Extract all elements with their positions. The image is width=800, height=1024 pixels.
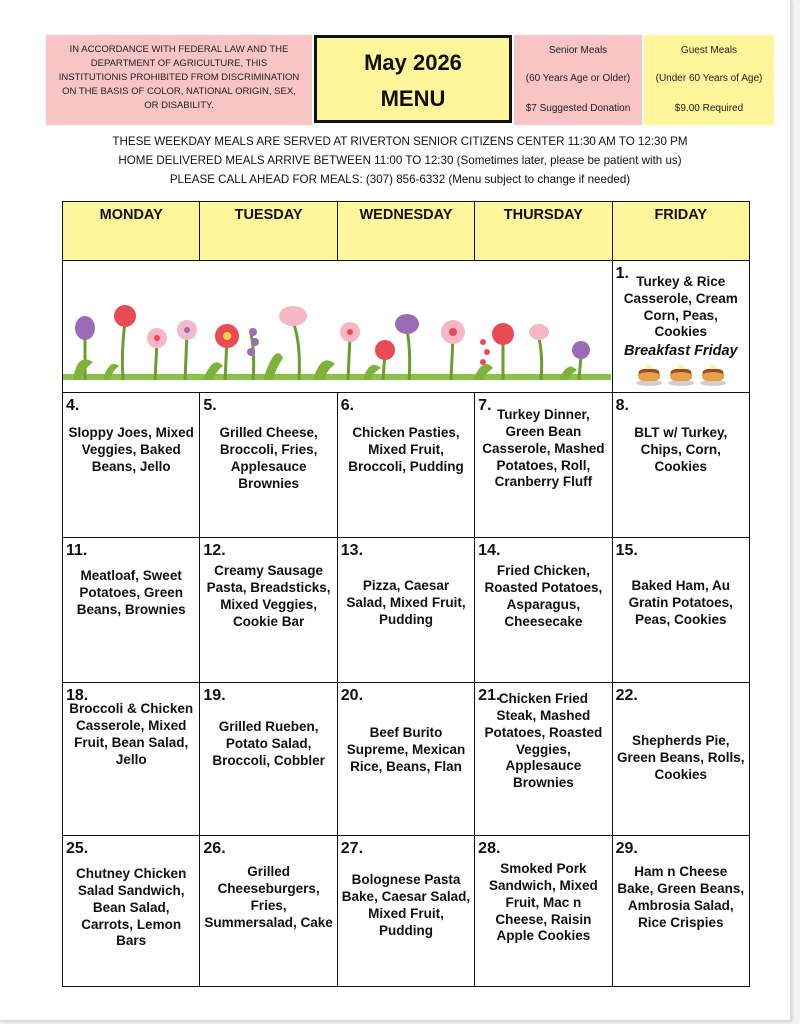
week-row-3 [63,538,750,683]
day-number: 5. [203,397,217,415]
day-cell-15 [612,538,749,683]
guest-age: (Under 60 Years of Age) [655,73,763,84]
day-cell-20 [337,683,474,836]
menu-calendar [62,201,750,987]
day-number: 4. [66,397,80,415]
guest-price: $9.00 Required [674,103,744,114]
day-cell-22 [612,683,749,836]
day-cell-7 [475,393,612,538]
nondiscrimination-notice: IN ACCORDANCE WITH FEDERAL LAW AND THE DEPARTMENT OF AGRICULTURE, THIS INSTITUTIONIS PROHIBITED FROM DISCRIMINATION ON THE BASIS OF COLOR, NATIONAL ORIGIN, SEX, OR DISABILITY. [46,35,312,125]
day-number: 28. [478,840,501,858]
guest-label: Guest Meals [680,45,738,56]
meal-text: Turkey Dinner, Green Bean Casserole, Mashed Potatoes, Roll, Cranberry Fluff [482,407,605,490]
title-month: May 2026 [364,50,462,75]
day-number: 22. [615,687,638,705]
day-cell-25 [63,836,200,987]
day-cell-1 [612,261,749,393]
day-number: 25. [66,840,89,858]
meal-text: Pizza, Caesar Salad, Mixed Fruit, Pudding [346,578,466,627]
day-number: 19. [203,687,226,705]
info-line-3: PLEASE CALL AHEAD FOR MEALS: (307) 856-6332 (Menu subject to change if needed) [169,173,631,186]
meal-text: Grilled Cheeseburgers, Fries, Summersalad, Cake [204,864,333,930]
day-cell-13 [337,538,474,683]
meal-text: BLT w/ Turkey, Chips, Corn, Cookies [634,425,728,474]
day-cell-6 [337,393,474,538]
day-cell-28 [475,836,612,987]
day-cell-11 [63,538,200,683]
day-cell-5 [200,393,337,538]
breakfast-friday-label: Breakfast Friday [623,343,738,360]
day-cell-27 [337,836,474,987]
meal-text: Meatloaf, Sweet Potatoes, Green Beans, Brownies [76,568,186,617]
day-number: 11. [66,542,88,560]
header [46,35,774,125]
meal-text: Chicken Fried Steak, Mashed Potatoes, Roasted Veggies, Applesauce Brownies [484,691,603,791]
title-box [314,35,512,123]
meal-text: Grilled Rueben, Potato Salad, Broccoli, Cobbler [212,719,325,768]
info-line-1: THESE WEEKDAY MEALS ARE SERVED AT RIVERTON SENIOR CITIZENS CENTER 11:30 AM TO 12:30 PM [112,135,688,148]
header-friday: FRIDAY [612,202,749,261]
senior-price: $7 Suggested Donation [525,103,631,114]
meal-text: Fried Chicken, Roasted Potatoes, Asparagus, Cheesecake [484,563,603,629]
day-cell-19 [200,683,337,836]
guest-meals-box [644,35,774,125]
pancake-icons [613,361,749,392]
day-cell-14 [475,538,612,683]
meal-text: Broccoli & Chicken Casserole, Mixed Fruit, Bean Salad, Jello [69,701,194,767]
senior-meals-box [514,35,642,125]
week-row-1 [63,261,750,393]
day-cell-26 [200,836,337,987]
day-cell-12 [200,538,337,683]
meal-text: Shepherds Pie, Green Beans, Rolls, Cookies [617,733,745,782]
meal-text: Sloppy Joes, Mixed Veggies, Baked Beans, Jello [68,425,194,474]
header-wednesday: WEDNESDAY [337,202,474,261]
day-number: 14. [478,542,501,560]
meal-text: Smoked Pork Sandwich, Mixed Fruit, Mac n Cheese, Raisin Apple Cookies [488,861,598,944]
week-row-5 [63,836,750,987]
flowers-icon [63,262,611,392]
day-number: 6. [340,397,355,415]
day-number: 29. [615,840,638,858]
meal-text: Baked Ham, Au Gratin Potatoes, Peas, Cookies [628,578,733,627]
day-number: 8. [615,397,629,415]
header-thursday: THURSDAY [475,202,612,261]
day-number: 18. [66,687,89,705]
meal-text: Beef Burito Supreme, Mexican Rice, Beans, Flan [346,725,466,774]
day-cell-18 [63,683,200,836]
day-cell-21 [475,683,612,836]
info-line-2: HOME DELIVERED MEALS ARRIVE BETWEEN 11:00 TO 12:30 (Sometimes later, please be patient with us) [118,154,682,167]
flower-decoration-cell [63,261,613,393]
week-row-4 [63,683,750,836]
day-cell-29 [612,836,749,987]
meal-text: Chicken Pasties, Mixed Fruit, Broccoli, Pudding [348,425,464,474]
weekday-header-row [63,202,750,261]
meal-text: Ham n Cheese Bake, Green Beans, Ambrosia Salad, Rice Crispies [617,864,745,930]
meal-text: Creamy Sausage Pasta, Breadsticks, Mixed Veggies, Cookie Bar [206,563,331,629]
header-monday: MONDAY [63,202,200,261]
header-tuesday: TUESDAY [200,202,337,261]
pancake-icon [633,361,729,387]
senior-label: Senior Meals [548,45,608,56]
meal-text: Bolognese Pasta Bake, Caesar Salad, Mixed Fruit, Pudding [341,872,471,938]
week-row-2 [63,393,750,538]
day-number: 13. [340,542,364,560]
day-number: 7. [478,397,492,415]
service-info [40,132,760,189]
meal-text: Turkey & Rice Casserole, Cream Corn, Peas, Cookies [623,274,738,340]
senior-age: (60 Years Age or Older) [525,73,631,84]
day-cell-8 [612,393,749,538]
day-number: 1. [615,265,629,282]
meal-text: Chutney Chicken Salad Sandwich, Bean Salad, Carrots, Lemon Bars [76,866,187,949]
day-number: 15. [615,542,638,560]
meal-text: Grilled Cheese, Broccoli, Fries, Applesauce Brownies [219,425,318,491]
day-number: 27. [340,840,364,858]
title-menu: MENU [380,86,446,111]
day-number: 21. [478,687,501,705]
day-number: 20. [340,687,364,705]
day-number: 26. [203,840,226,858]
day-number: 12. [203,542,226,560]
day-cell-4 [63,393,200,538]
